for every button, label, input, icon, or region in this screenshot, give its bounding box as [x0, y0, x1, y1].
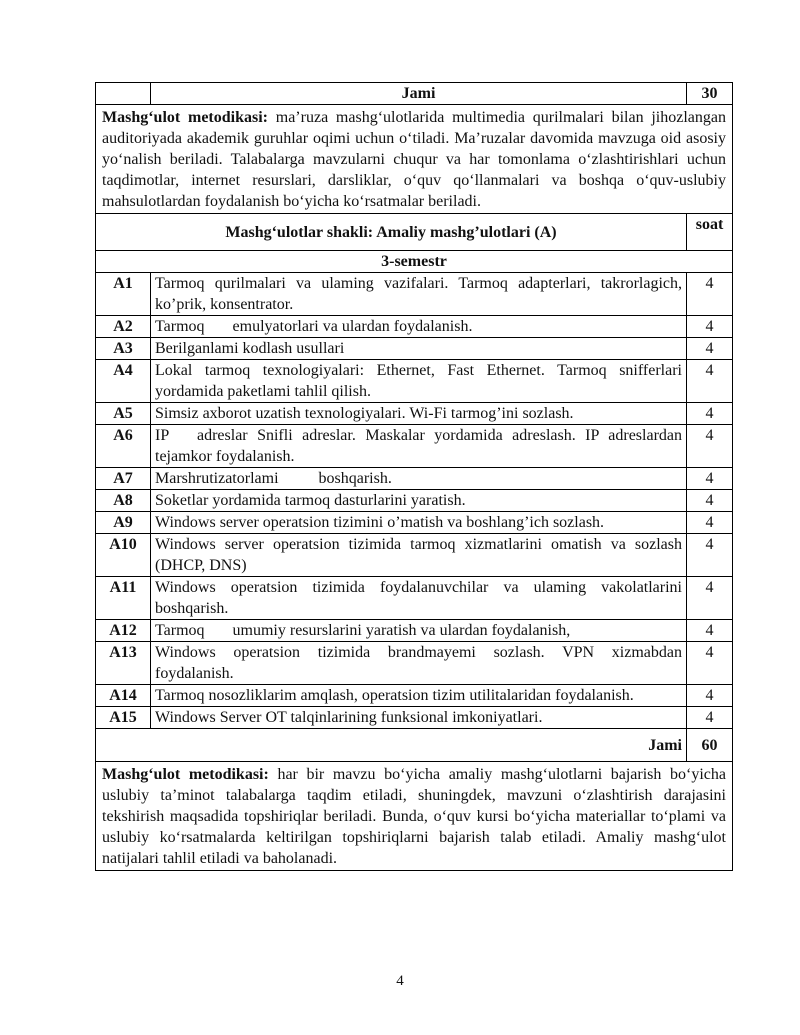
topic-hours: 4: [687, 512, 733, 534]
topic-title: Soketlar yordamida tarmoq dasturlarini yaratish.: [151, 490, 687, 512]
topic-title: IP adreslar Snifli adreslar. Maskalar yordamida adreslash. IP adreslardan tejamkor foydalanish.: [151, 425, 687, 468]
topic-hours: 4: [687, 338, 733, 360]
jami-row-2: [96, 729, 733, 762]
topic-title: Simsiz axborot uzatish texnologiyalari. Wi-Fi tarmog’ini sozlash.: [151, 403, 687, 425]
topic-hours: 4: [687, 425, 733, 468]
jami-value: 60: [687, 729, 733, 762]
topic-hours: 4: [687, 577, 733, 620]
document-page: [95, 82, 733, 871]
topic-code: A2: [96, 316, 151, 338]
page-number: 4: [396, 973, 404, 989]
jami-value: 30: [687, 83, 733, 105]
topic-code: A8: [96, 490, 151, 512]
methodology-paragraph: [96, 105, 733, 214]
methodology-paragraph: [96, 762, 733, 871]
table-row: [96, 403, 733, 425]
topic-title: Windows operatsion tizimida foydalanuvchilar va ulaming vakolatlarini boshqarish.: [151, 577, 687, 620]
topic-title: Windows server operatsion tizimida tarmoq xizmatlarini omatish va sozlash (DHCP, DNS): [151, 534, 687, 577]
topic-title: Tarmoq umumiy resurslarini yaratish va ulardan foydalanish,: [151, 620, 687, 642]
semester-row: [96, 251, 733, 273]
topic-code: A7: [96, 468, 151, 490]
table-row: [96, 273, 733, 316]
semester-heading: 3-semestr: [96, 251, 733, 273]
topic-code: A11: [96, 577, 151, 620]
methodology-text: ma’ruza mashg‘ulotlarida multimedia qurilmalari bilan jihozlangan auditoriyada akademik guruhlar oqimi uchun o‘tiladi. Ma’ruzalar davomida mavzuga oid asosiy yo‘nalish beriladi. Talabalarga mavzularni chuqur va har tomonlama o‘zlashtirishlari uchun taqdimotlar, internet resurslari, darsliklar, o‘quv qo‘llanmalari va boshqa o‘quv-uslubiy mahsulotlardan foydalanish bo‘yicha ko‘rsatmalar beriladi.: [102, 109, 726, 210]
topic-code: A9: [96, 512, 151, 534]
curriculum-table: [95, 82, 733, 871]
topic-code: A14: [96, 685, 151, 707]
soat-heading: soat: [687, 214, 733, 251]
topic-title: Windows Server OT talqinlarining funksional imkoniyatlari.: [151, 707, 687, 729]
empty-cell: [96, 83, 151, 105]
jami-label: Jami: [151, 83, 687, 105]
topic-hours: 4: [687, 534, 733, 577]
shakl-row: [96, 214, 733, 251]
topic-hours: 4: [687, 685, 733, 707]
methodology-row-2: [96, 762, 733, 871]
topic-title: Windows server operatsion tizimini o’matish va boshlang’ich sozlash.: [151, 512, 687, 534]
table-row: [96, 360, 733, 403]
topic-code: A1: [96, 273, 151, 316]
topic-title: Tarmoq emulyatorlari va ulardan foydalanish.: [151, 316, 687, 338]
table-row: [96, 577, 733, 620]
table-row: [96, 642, 733, 685]
table-row: [96, 425, 733, 468]
methodology-row-1: [96, 105, 733, 214]
topic-hours: 4: [687, 468, 733, 490]
methodology-label: Mashg‘ulot metodikasi:: [102, 109, 268, 126]
topic-hours: 4: [687, 707, 733, 729]
table-row: [96, 316, 733, 338]
topic-title: Tarmoq qurilmalari va ulaming vazifalari. Tarmoq adapterlari, takrorlagich, ko’prik, konsentrator.: [151, 273, 687, 316]
topic-title: Tarmoq nosozliklarim amqlash, operatsion tizim utilitalaridan foydalanish.: [151, 685, 687, 707]
topic-hours: 4: [687, 403, 733, 425]
jami-row-1: [96, 83, 733, 105]
topic-code: A3: [96, 338, 151, 360]
topic-title: Lokal tarmoq texnologiyalari: Ethernet, Fast Ethernet. Tarmoq snifferlari yordamida paketlami tahlil qilish.: [151, 360, 687, 403]
shakl-heading: Mashg‘ulotlar shakli: Amaliy mashg’ulotlari (A): [96, 214, 687, 251]
table-row: [96, 338, 733, 360]
topic-hours: 4: [687, 620, 733, 642]
topic-code: A13: [96, 642, 151, 685]
table-row: [96, 490, 733, 512]
table-row: [96, 468, 733, 490]
topic-code: A12: [96, 620, 151, 642]
methodology-text: har bir mavzu bo‘yicha amaliy mashg‘ulotlarni bajarish bo‘yicha uslubiy ta’minot talabalarga taqdim etiladi, shuningdek, mavzuni o‘zlashtirish darajasini tekshirish maqsadida topshiriqlar beriladi. Bunda, o‘quv kursi bo‘yicha materiallar to‘plami va uslubiy ko‘rsatmalarda keltirilgan topshiriqlarni bajarish talab etiladi. Amaliy mashg‘ulot natijalari tahlil etiladi va baholanadi.: [102, 766, 726, 867]
topic-hours: 4: [687, 316, 733, 338]
topic-hours: 4: [687, 642, 733, 685]
topic-code: A6: [96, 425, 151, 468]
table-row: [96, 620, 733, 642]
topic-code: A4: [96, 360, 151, 403]
topic-title: Marshrutizatorlami boshqarish.: [151, 468, 687, 490]
topic-title: Berilganlami kodlash usullari: [151, 338, 687, 360]
topic-hours: 4: [687, 273, 733, 316]
topic-title: Windows operatsion tizimida brandmayemi sozlash. VPN xizmabdan foydalanish.: [151, 642, 687, 685]
topic-hours: 4: [687, 490, 733, 512]
table-row: [96, 685, 733, 707]
table-row: [96, 707, 733, 729]
methodology-label: Mashg‘ulot metodikasi:: [102, 766, 269, 783]
topic-rows: [96, 273, 733, 729]
topic-code: A10: [96, 534, 151, 577]
table-row: [96, 534, 733, 577]
table-row: [96, 512, 733, 534]
jami-label: Jami: [96, 729, 687, 762]
topic-code: A15: [96, 707, 151, 729]
topic-code: A5: [96, 403, 151, 425]
topic-hours: 4: [687, 360, 733, 403]
